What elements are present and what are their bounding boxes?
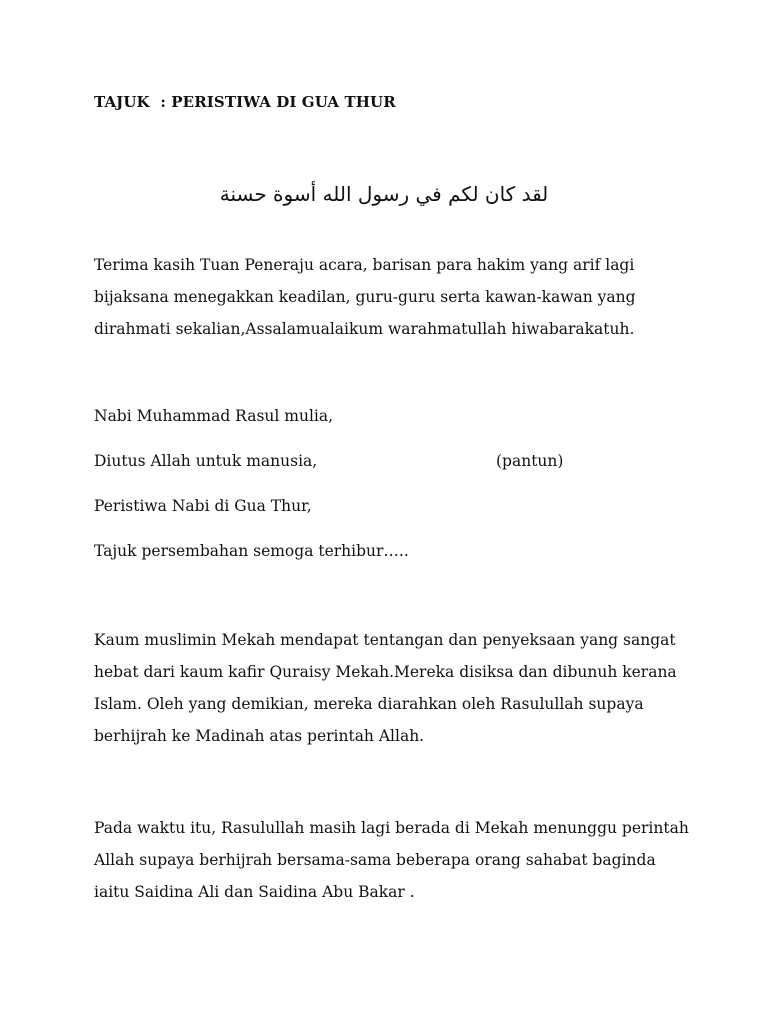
document-title: TAJUK : PERISTIWA DI GUA THUR [94,93,396,111]
intro-line: Terima kasih Tuan Peneraju acara, barisan para hakim yang arif lagi [94,256,635,274]
intro-paragraph [94,249,694,345]
paragraph-line: iaitu Saidina Ali dan Saidina Abu Bakar . [94,883,415,901]
pantun-line-text: Diutus Allah untuk manusia, [94,452,318,470]
pantun-block [94,406,694,586]
body-paragraph-3 [94,812,694,908]
body-paragraph-2 [94,624,694,752]
paragraph-line: hebat dari kaum kafir Quraisy Mekah.Mereka disiksa dan dibunuh kerana [94,663,677,681]
intro-line: dirahmati sekalian,Assalamualaikum warahmatullah hiwabarakatuh. [94,320,635,338]
paragraph-line: Pada waktu itu, Rasulullah masih lagi berada di Mekah menunggu perintah [94,819,689,837]
pantun-line: Peristiwa Nabi di Gua Thur, [94,497,312,515]
paragraph-line: Kaum muslimin Mekah mendapat tentangan dan penyeksaan yang sangat [94,631,676,649]
pantun-line: Tajuk persembahan semoga terhibur….. [94,542,409,560]
paragraph-line: berhijrah ke Madinah atas perintah Allah. [94,727,425,745]
paragraph-line: Islam. Oleh yang demikian, mereka diarahkan oleh Rasulullah supaya [94,695,644,713]
pantun-tag: (pantun) [496,452,564,470]
arabic-quote: لقد كان لكم في رسول الله أسوة حسنة [219,182,549,206]
pantun-line [94,451,694,496]
paragraph-line: Allah supaya berhijrah bersama-sama beberapa orang sahabat baginda [94,851,656,869]
pantun-line: Nabi Muhammad Rasul mulia, [94,407,334,425]
intro-line: bijaksana menegakkan keadilan, guru-guru serta kawan-kawan yang [94,288,636,306]
